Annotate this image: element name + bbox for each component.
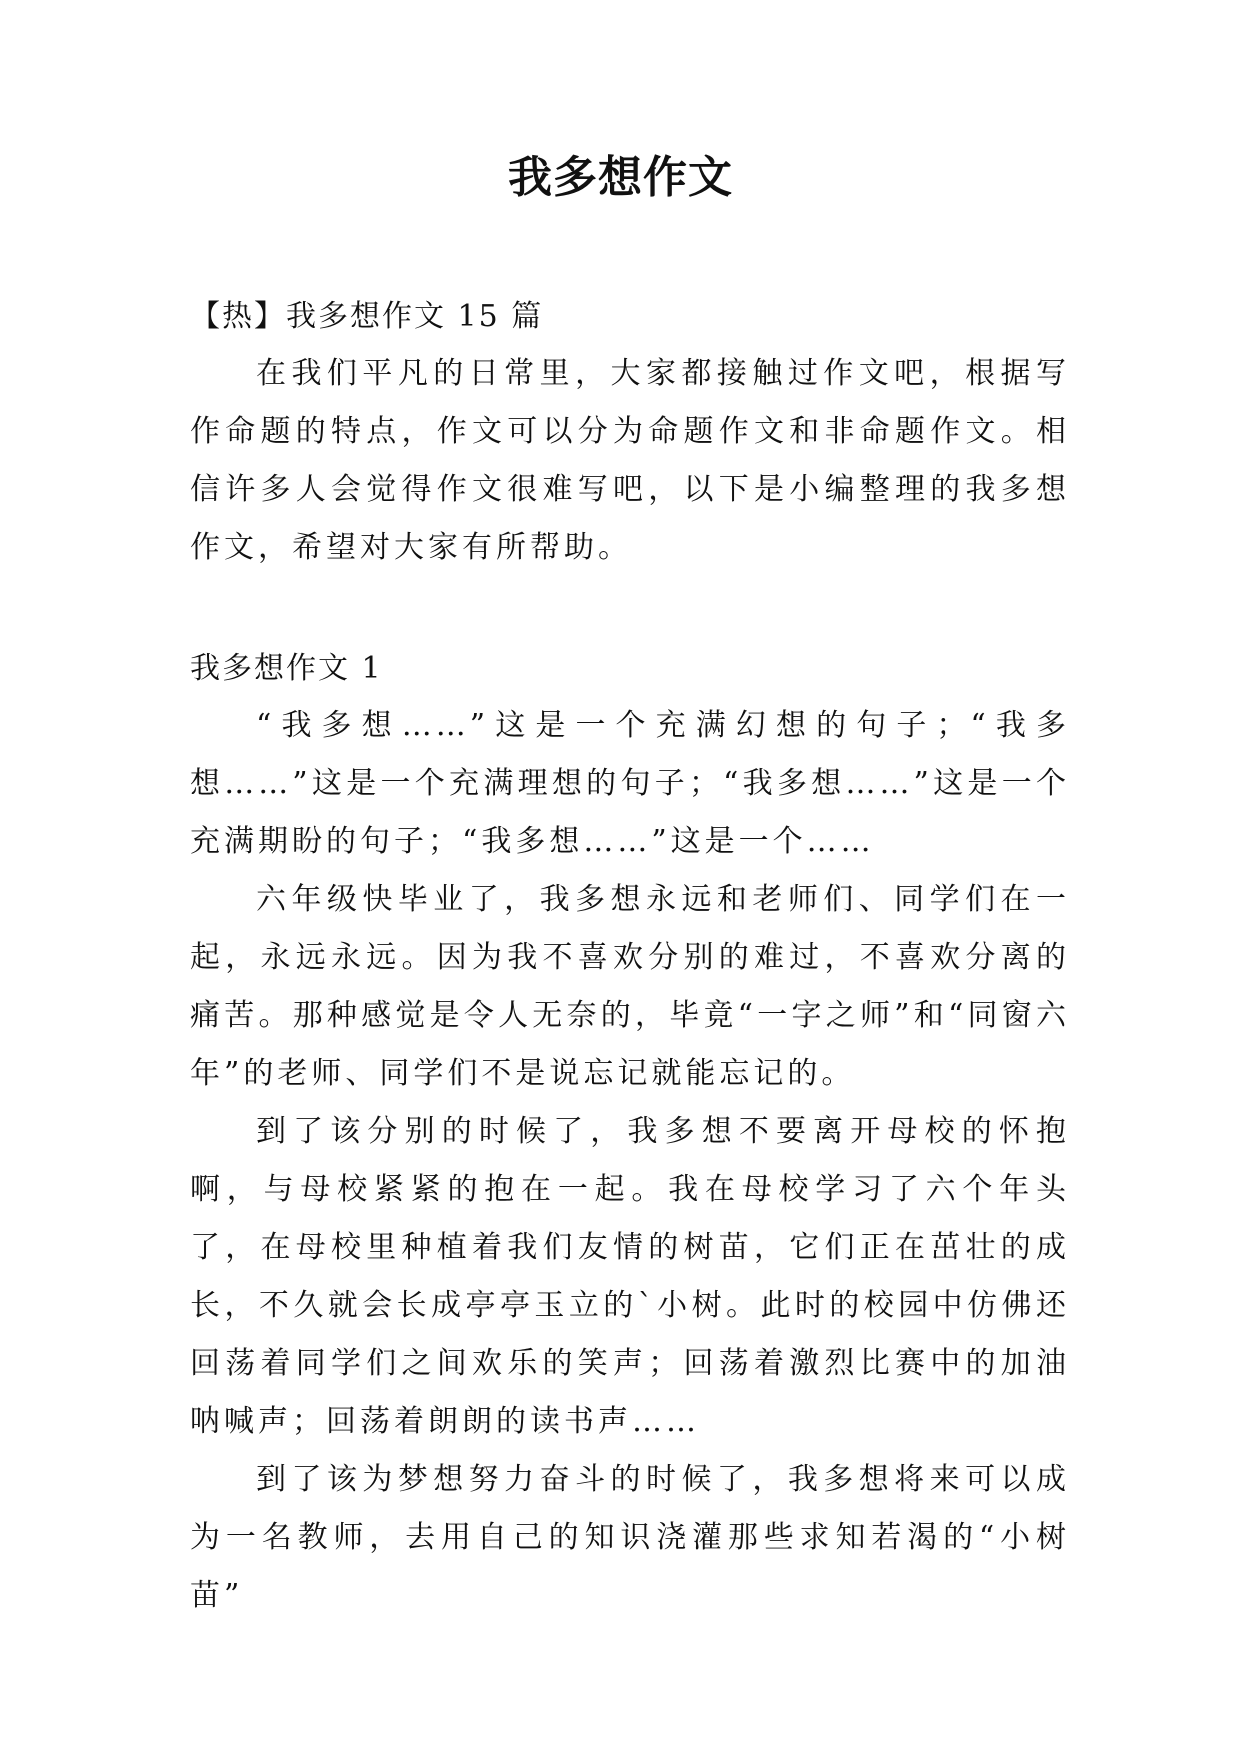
- document-title: 我多想作文: [508, 152, 733, 203]
- document-subtitle: 【热】我多想作文 15 篇: [190, 299, 544, 334]
- intro-paragraph: 在我们平凡的日常里，大家都接触过作文吧，根据写作命题的特点，作文可以分为命题作文和非命题作文。相信许多人会觉得作文很难写吧，以下是小编整理的我多想作文，希望对大家有所帮助。: [190, 356, 1070, 565]
- essay-paragraph: 到了该分别的时候了，我多想不要离开母校的怀抱啊，与母校紧紧的抱在一起。我在母校学习了六个年头了，在母校里种植着我们友情的树苗，它们正在茁壮的成长，不久就会长成亭亭玉立的`小树。此时的校园中仿佛还回荡着同学们之间欢乐的笑声；回荡着激烈比赛中的加油呐喊声；回荡着朗朗的读书声……: [190, 1114, 1070, 1439]
- essay-heading: 我多想作文 1: [190, 651, 383, 686]
- essay-body: [190, 697, 1070, 1625]
- essay-paragraph: 到了该为梦想努力奋斗的时候了，我多想将来可以成为一名教师，去用自己的知识浇灌那些求知若渴的“小树苗”: [190, 1462, 1070, 1613]
- essay-paragraph: 六年级快毕业了，我多想永远和老师们、同学们在一起，永远永远。因为我不喜欢分别的难过，不喜欢分离的痛苦。那种感觉是令人无奈的，毕竟“一字之师”和“同窗六年”的老师、同学们不是说忘记就能忘记的。: [190, 882, 1070, 1091]
- essay-paragraph: “我多想……”这是一个充满幻想的句子；“我多想……”这是一个充满理想的句子；“我多想……”这是一个充满期盼的句子；“我多想……”这是一个……: [190, 708, 1070, 859]
